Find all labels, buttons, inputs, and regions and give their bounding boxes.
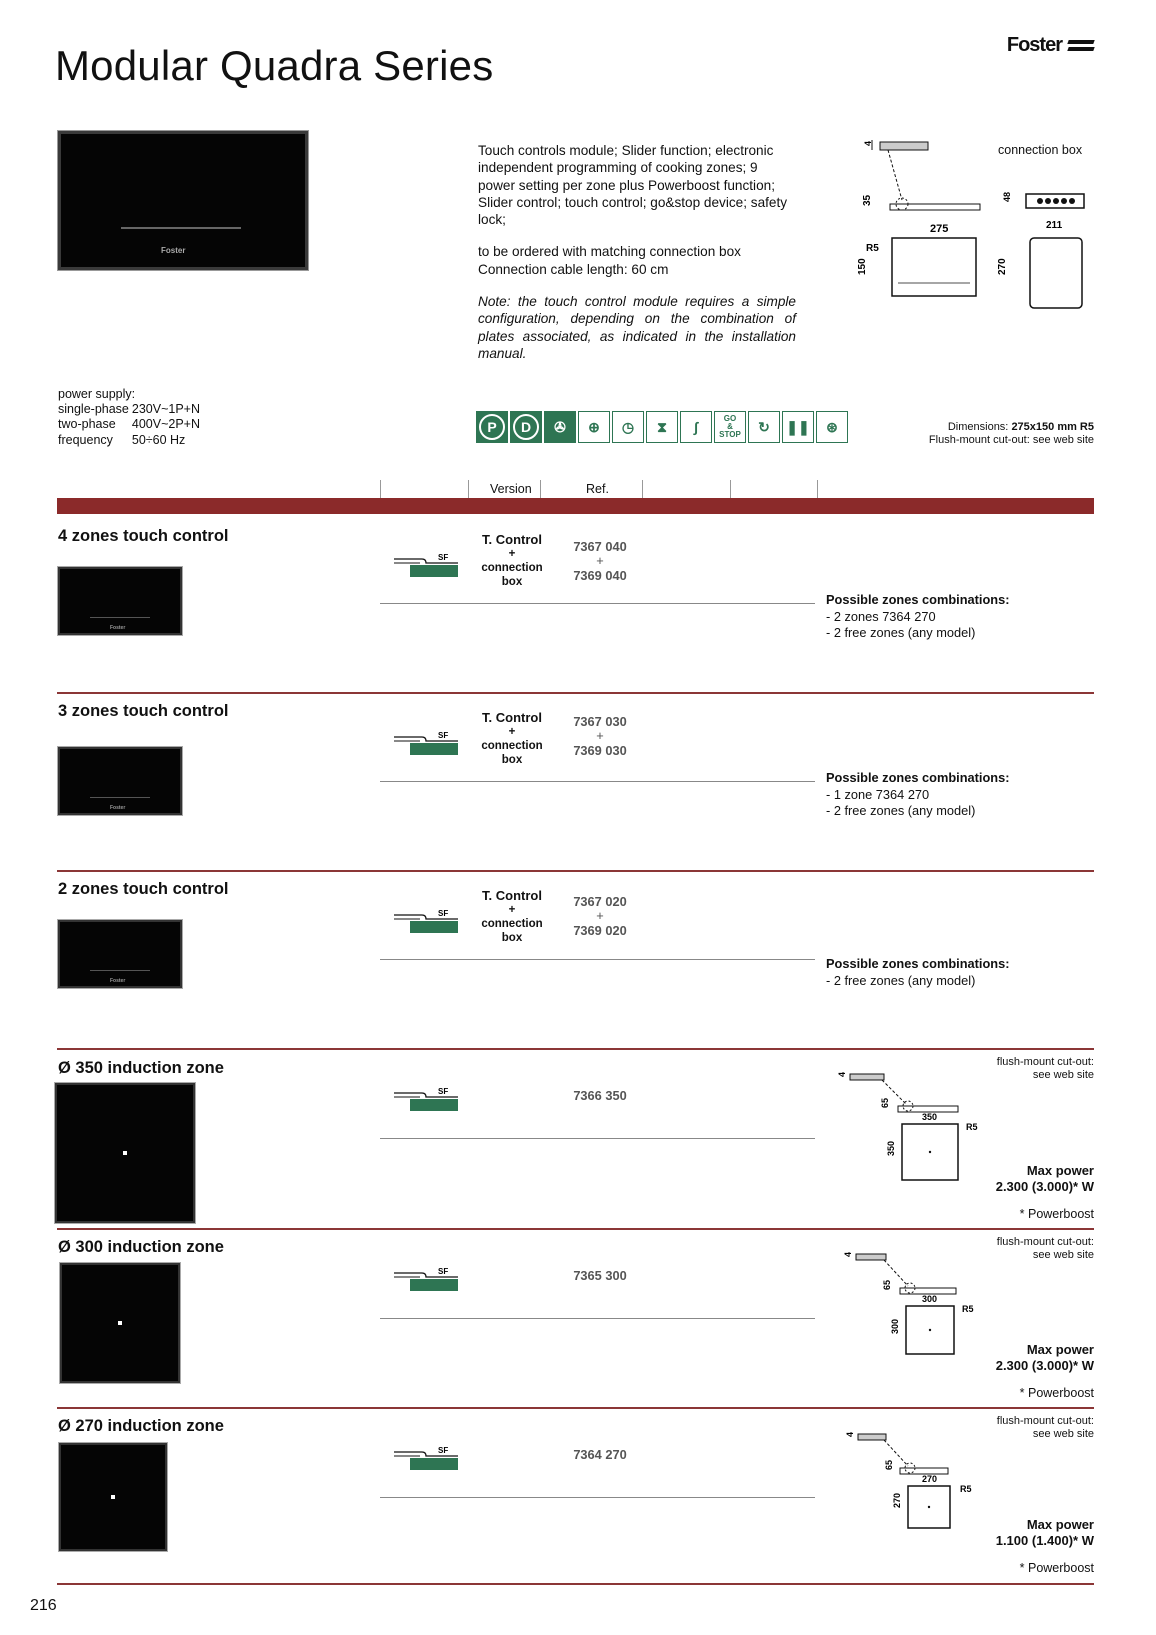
section-title: 2 zones touch control: [58, 880, 229, 898]
svg-text:300: 300: [922, 1294, 938, 1304]
max-power: Max power 1.100 (1.400)* W: [995, 1517, 1094, 1548]
fan-icon: ✇: [544, 411, 576, 443]
section-separator: [57, 1583, 1094, 1585]
clock-icon: ◷: [612, 411, 644, 443]
p-icon: P: [476, 411, 508, 443]
max-power: Max power 2.300 (3.000)* W: [995, 1163, 1094, 1194]
svg-text:4: 4: [843, 1251, 853, 1257]
section-separator: [57, 1228, 1094, 1230]
dim-48: 48: [1002, 191, 1012, 202]
svg-text:350: 350: [922, 1112, 938, 1122]
brand-bars-icon: [1068, 40, 1094, 51]
product-image: Foster: [58, 920, 182, 988]
version-cell: T. Control + connection box: [481, 532, 543, 588]
ref-header: Ref.: [586, 482, 609, 496]
header-bar: [57, 498, 1094, 514]
svg-text:4: 4: [837, 1071, 847, 1077]
zone-image-270: [59, 1443, 167, 1551]
dim-150: 150: [857, 258, 868, 275]
row-divider: [380, 1497, 815, 1498]
ref-cell: 7364 270: [573, 1447, 627, 1462]
connection-box-label: connection box: [998, 143, 1083, 157]
zones-combinations: Possible zones combinations: - 2 free zones (any model): [826, 956, 1010, 988]
flush-mount-note: flush-mount cut-out: see web site: [996, 1236, 1094, 1261]
flush-mount-note: flush-mount cut-out: see web site: [996, 1415, 1094, 1440]
page-title: Modular Quadra Series: [55, 42, 494, 89]
svg-text:350: 350: [886, 1140, 896, 1156]
svg-text:SF: SF: [438, 1087, 449, 1096]
sf-install-icon: [394, 1265, 458, 1293]
page-number: 216: [30, 1597, 57, 1614]
feature-icons: [476, 411, 848, 443]
ref-cell: 7366 350: [573, 1088, 627, 1103]
power-row: [58, 417, 203, 432]
zone-drawing-270: [832, 1424, 982, 1560]
ref-cell: 7365 300: [573, 1268, 627, 1283]
product-image: Foster: [58, 747, 182, 815]
zone-image-300: [60, 1263, 180, 1383]
svg-text:270: 270: [892, 1492, 902, 1508]
power-supply-label: power supply:: [58, 387, 136, 401]
version-header: Version: [490, 482, 532, 496]
zones-combinations: Possible zones combinations: - 1 zone 7364 270 - 2 free zones (any model): [826, 770, 1010, 818]
row-divider: [380, 603, 815, 604]
svg-text:SF: SF: [438, 553, 449, 562]
hero-logo: Foster: [161, 246, 186, 255]
product-image-touch-module: [58, 131, 308, 270]
section-separator: [57, 692, 1094, 694]
zone-drawing-350: [832, 1066, 982, 1202]
dim-35: 35: [862, 194, 873, 206]
dimensions-note: [929, 421, 1094, 447]
go-stop-icon: GO & STOP: [714, 411, 746, 443]
section-title: Ø 300 induction zone: [58, 1238, 224, 1256]
svg-text:SF: SF: [438, 1446, 449, 1455]
svg-text:65: 65: [882, 1279, 892, 1290]
power-row: [58, 402, 203, 417]
section-title: Ø 350 induction zone: [58, 1059, 224, 1077]
section-separator: [57, 1407, 1094, 1409]
slider-icon: ∫: [680, 411, 712, 443]
section-separator: [57, 870, 1094, 872]
pause-icon: ❚❚: [782, 411, 814, 443]
row-divider: [380, 1138, 815, 1139]
ref-cell: 7367 030 + 7369 030: [573, 714, 627, 758]
svg-text:4: 4: [845, 1431, 855, 1437]
lock-icon: ⊕: [578, 411, 610, 443]
svg-text:65: 65: [880, 1097, 890, 1108]
power-supply: [58, 387, 203, 448]
dim-270: 270: [997, 258, 1008, 275]
power-key: two-phase: [58, 417, 116, 432]
d-icon: D: [510, 411, 542, 443]
sf-install-icon: [394, 551, 458, 579]
svg-text:270: 270: [922, 1474, 938, 1484]
zones-combinations: Possible zones combinations: - 2 zones 7364 270 - 2 free zones (any model): [826, 592, 1010, 640]
svg-text:65: 65: [884, 1459, 894, 1470]
power-key: frequency: [58, 432, 113, 447]
power-row: [58, 433, 203, 448]
row-divider: [380, 1318, 815, 1319]
ref-cell: 7367 040 + 7369 040: [573, 539, 627, 583]
zone-image-350: [55, 1083, 195, 1223]
svg-text:SF: SF: [438, 731, 449, 740]
dim-4: 4: [863, 140, 873, 146]
powerboost-note: * Powerboost: [1019, 1207, 1094, 1221]
hourglass-icon: ⧗: [646, 411, 678, 443]
powerboost-note: * Powerboost: [1019, 1561, 1094, 1575]
power-value: 230V~1P+N: [131, 402, 200, 417]
description-note: Note: the touch control module requires a simple configuration, depending on the combination of plates associated, as indicated in the installation manual.: [478, 294, 796, 361]
safety-lock-icon: ⊛: [816, 411, 848, 443]
version-cell: T. Control + connection box: [481, 888, 543, 944]
zone-drawing-300: [832, 1246, 982, 1382]
sf-install-icon: [394, 907, 458, 935]
power-value: 400V~2P+N: [131, 417, 200, 432]
product-description: [478, 142, 796, 377]
flush-note: Flush-mount cut-out: see web site: [928, 434, 1094, 446]
table-header: [380, 480, 820, 498]
dimensions-value: 275x150 mm R5: [1011, 421, 1094, 433]
dim-275: 275: [930, 223, 949, 235]
svg-text:SF: SF: [438, 1267, 449, 1276]
svg-text:R5: R5: [960, 1484, 972, 1494]
dim-211: 211: [1046, 220, 1063, 231]
product-image: Foster: [58, 567, 182, 635]
sf-install-icon: [394, 1085, 458, 1113]
brand-name: Foster: [1006, 34, 1062, 56]
svg-text:SF: SF: [438, 909, 449, 918]
power-supply-table: [58, 402, 203, 448]
description-features: Touch controls module; Slider function; electronic independent programming of cooking zones; 9 power setting per zone plus Powerboost function; Slider control; touch control; go&stop device; safety lock;: [478, 143, 788, 228]
sf-install-icon: [394, 729, 458, 757]
description-ordering: to be ordered with matching connection box Connection cable length: 60 cm: [478, 244, 741, 277]
power-value: 50÷60 Hz: [131, 432, 186, 447]
row-divider: [380, 959, 815, 960]
svg-text:300: 300: [890, 1318, 900, 1334]
brand-logo: [1007, 34, 1094, 57]
sf-install-icon: [394, 1444, 458, 1472]
flush-mount-note: flush-mount cut-out: see web site: [996, 1056, 1094, 1081]
powerboost-note: * Powerboost: [1019, 1386, 1094, 1400]
max-power: Max power 2.300 (3.000)* W: [995, 1342, 1094, 1373]
section-title: Ø 270 induction zone: [58, 1417, 224, 1435]
dim-r5: R5: [866, 243, 879, 254]
section-title: 4 zones touch control: [58, 527, 229, 545]
svg-text:R5: R5: [962, 1304, 974, 1314]
module-technical-drawing: [850, 130, 1100, 330]
row-divider: [380, 781, 815, 782]
svg-text:R5: R5: [966, 1122, 978, 1132]
powerboost-icon: ↻: [748, 411, 780, 443]
power-key: single-phase: [58, 402, 129, 417]
section-separator: [57, 1048, 1094, 1050]
ref-cell: 7367 020 + 7369 020: [573, 894, 627, 938]
version-cell: T. Control + connection box: [481, 710, 543, 766]
section-title: 3 zones touch control: [58, 702, 229, 720]
slider-strip: [121, 227, 241, 229]
dimensions-label: Dimensions:: [947, 421, 1009, 433]
